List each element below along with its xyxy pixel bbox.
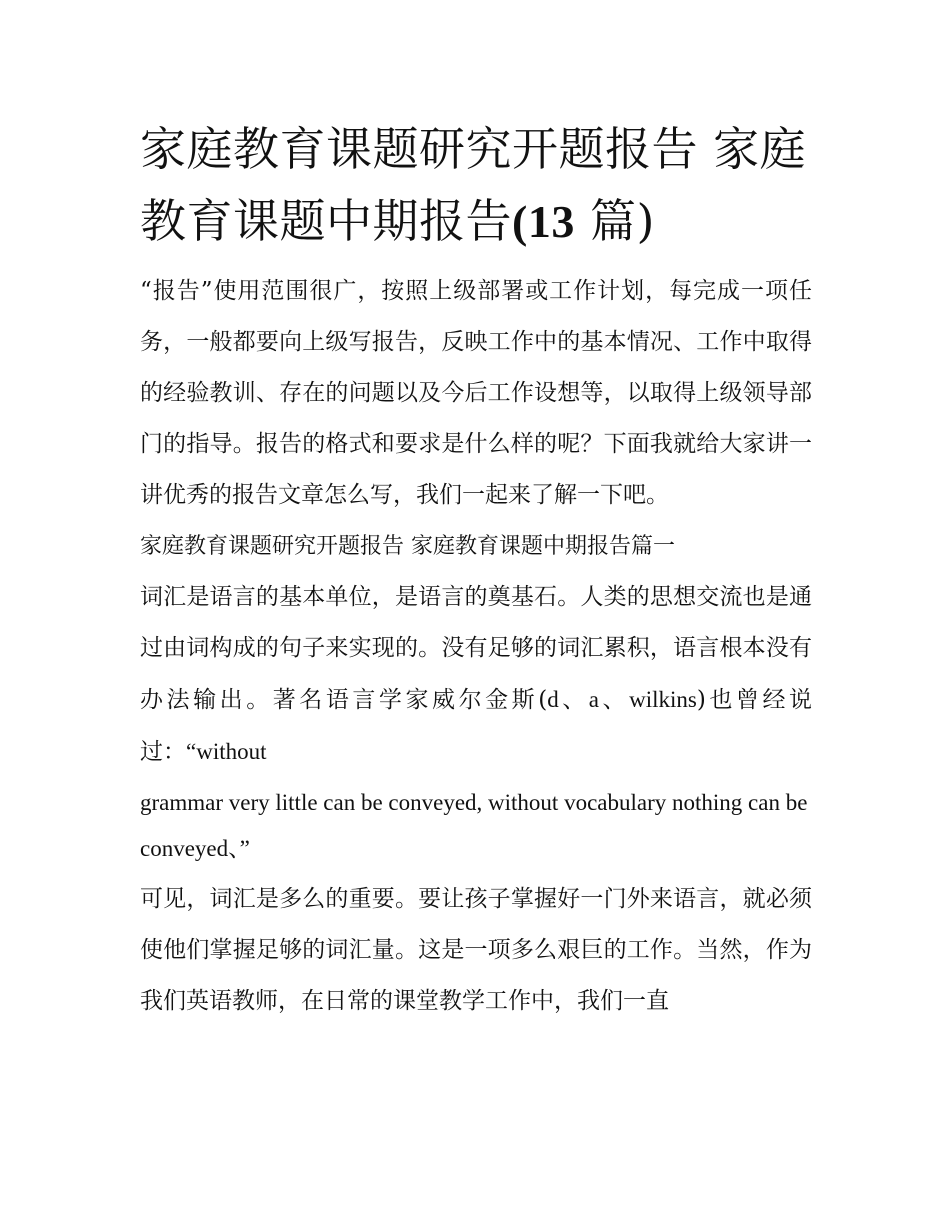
vocabulary-text: 词汇是语言的基本单位，是语言的奠基石。人类的思想交流也是通过由词构成的句子来实现的。没有足够的词汇累积，语言根本没有办法输出。著名语言学家威尔金斯( [140, 584, 812, 713]
intro-paragraph: “报告”使用范围很广，按照上级部署或工作计划，每完成一项任务，一般都要向上级写报告，反映工作中的基本情况、工作中取得的经验教训、存在的问题以及今后工作设想等，以取得上级领导部门的指导。报告的格式和要求是什么样的呢？下面我就给大家讲一讲优秀的报告文章怎么写，我们一起来了解一下吧。 [140, 278, 812, 508]
document-page [140, 113, 812, 1027]
vocabulary-text-end: )也曾经说过： [140, 687, 812, 765]
title-count: (13 [512, 196, 575, 247]
author-name: d、a、wilkins [547, 687, 697, 712]
importance-paragraph: 可见，词汇是多么的重要。要让孩子掌握好一门外来语言，就必须使他们掌握足够的词汇量。这是一项多么艰巨的工作。当然，作为我们英语教师，在日常的课堂教学工作中，我们一直 [140, 886, 812, 1014]
document-title [140, 113, 812, 258]
quote-line: grammar very little can be conveyed, without vocabulary nothing can be [140, 790, 808, 815]
section-heading: 家庭教育课题研究开题报告 家庭教育课题中期报告篇一 [140, 534, 675, 559]
vocabulary-paragraph [140, 572, 812, 778]
quote-start: “without [186, 739, 267, 764]
title-suffix: 篇) [574, 194, 655, 248]
quote-end: conveyed、” [140, 836, 250, 861]
title-text: 家庭教育课题研究开题报告 家庭教育课题中期报告 [140, 122, 807, 248]
